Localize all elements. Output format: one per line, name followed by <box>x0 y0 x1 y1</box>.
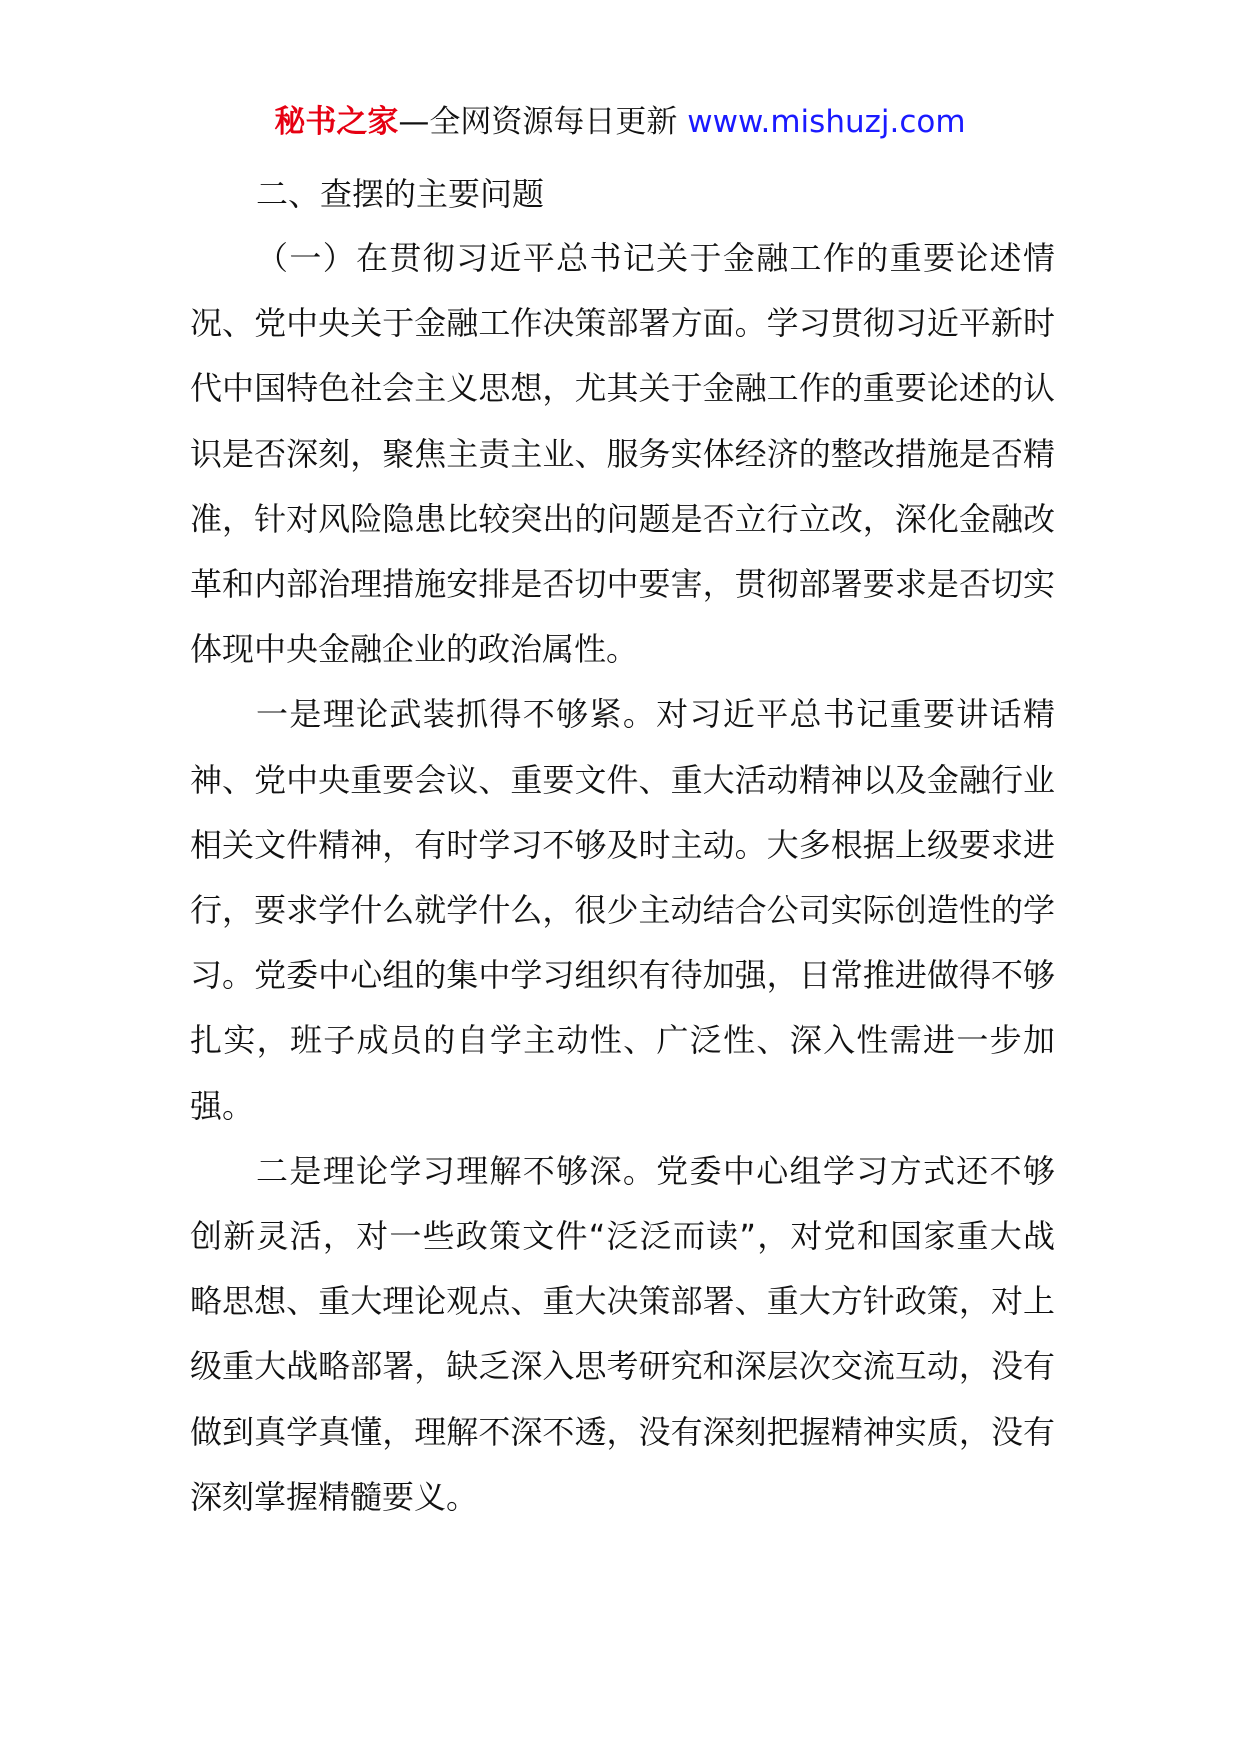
document-body <box>190 162 1055 1530</box>
section-title: 二、查摆的主要问题 <box>256 175 545 213</box>
paragraph-1: （一）在贯彻习近平总书记关于金融工作的重要论述情况、党中央关于金融工作决策部署方面。学习贯彻习近平新时代中国特色社会主义思想，尤其关于金融工作的重要论述的认识是否深刻，聚焦主责主业、服务实体经济的整改措施是否精准，针对风险隐患比较突出的问题是否立行立改，深化金融改革和内部治理措施安排是否切中要害，贯彻部署要求是否切实体现中央金融企业的政治属性。 <box>190 239 1055 669</box>
brand-name: 秘书之家 <box>274 104 399 140</box>
header-slogan: —全网资源每日更新 <box>398 104 678 140</box>
paragraph-3: 二是理论学习理解不够深。党委中心组学习方式还不够创新灵活，对一些政策文件“泛泛而读”，对党和国家重大战略思想、重大理论观点、重大决策部署、重大方针政策，对上级重大战略部署，缺乏深入思考研究和深层次交流互动，没有做到真学真懂，理解不深不透，没有深刻把握精神实质，没有深刻掌握精髓要义。 <box>190 1151 1055 1516</box>
site-header <box>0 100 1240 144</box>
site-url-link[interactable]: www.mishuzj.com <box>687 104 966 140</box>
paragraph-2: 一是理论武装抓得不够紧。对习近平总书记重要讲话精神、党中央重要会议、重要文件、重大活动精神以及金融行业相关文件精神，有时学习不够及时主动。大多根据上级要求进行，要求学什么就学什么，很少主动结合公司实际创造性的学习。党委中心组的集中学习组织有待加强，日常推进做得不够扎实，班子成员的自学主动性、广泛性、深入性需进一步加强。 <box>190 695 1055 1125</box>
